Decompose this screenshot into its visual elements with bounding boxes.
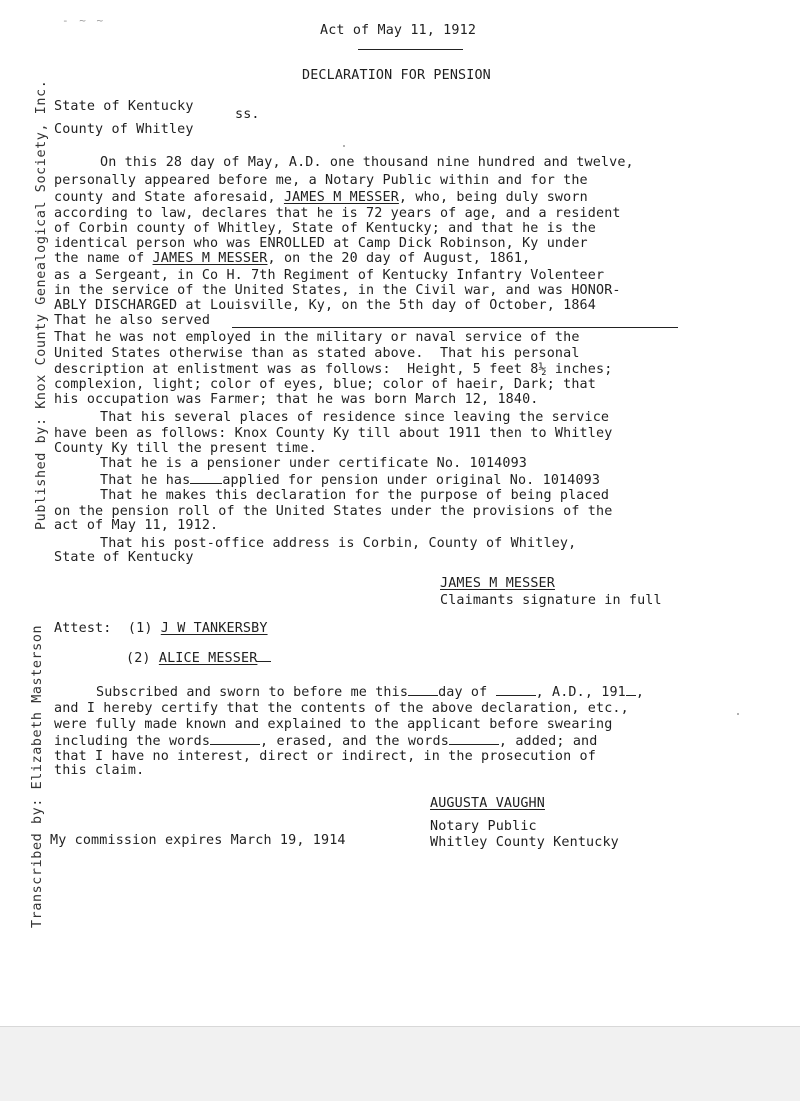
body-line: the name of JAMES M MESSER, on the 20 day of August, 1861, — [54, 251, 531, 266]
enrolled-name: JAMES M MESSER — [152, 251, 268, 266]
jurat-line: that I have no interest, direct or indirect, in the prosecution of — [54, 749, 596, 764]
notary-county: Whitley County Kentucky — [430, 835, 619, 850]
jurat-line: this claim. — [54, 763, 145, 778]
body-line: act of May 11, 1912. — [54, 518, 219, 533]
signature-caption: Claimants signature in full — [440, 593, 662, 608]
body-line: County Ky till the present time. — [54, 441, 317, 456]
claimant-name: JAMES M MESSER — [283, 190, 399, 205]
heading-rule — [358, 49, 463, 50]
also-served-blank — [232, 327, 678, 328]
scan-speck — [343, 145, 345, 147]
body-line: as a Sergeant, in Co H. 7th Regiment of Kentucky Infantry Volenteer — [54, 268, 605, 283]
attest-witness-2: ALICE MESSER — [158, 651, 258, 666]
venue-ss: ss. — [235, 107, 260, 122]
jurat-line: and I hereby certify that the contents of the above declaration, etc., — [54, 701, 629, 716]
body-line: description at enlistment was as follows: Height, 5 feet 8½ inches; — [54, 362, 613, 377]
body-line: identical person who was ENROLLED at Camp Dick Robinson, Ky under — [54, 236, 588, 251]
applied-line: That he has applied for pension under original No. 1014093 — [100, 473, 601, 488]
notary-title: Notary Public — [430, 819, 537, 834]
jurat-line: were fully made known and explained to the applicant before swearing — [54, 717, 613, 732]
body-line: personally appeared before me, a Notary Public within and for the — [54, 173, 588, 188]
body-line: On this 28 day of May, A.D. one thousand nine hundred and twelve, — [100, 155, 634, 170]
body-line: That he also served — [54, 313, 211, 328]
document-title: DECLARATION FOR PENSION — [302, 68, 491, 83]
body-line: State of Kentucky — [54, 550, 194, 565]
body-line: ABLY DISCHARGED at Louisville, Ky, on the 5th day of October, 1864 — [54, 298, 596, 313]
body-line: have been as follows: Knox County Ky till about 1911 then to Whitley — [54, 426, 613, 441]
attest-witness-1: J W TANKERSBY — [160, 621, 268, 636]
body-line: That he makes this declaration for the purpose of being placed — [100, 488, 610, 503]
jurat-line: including the words , erased, and the words , added; and — [54, 734, 598, 749]
scan-mark: - ~ ~ — [62, 14, 106, 27]
attest-line-1: Attest: (1) J W TANKERSBY — [54, 621, 268, 636]
body-line: That he was not employed in the military or naval service of the — [54, 330, 580, 345]
body-line: according to law, declares that he is 72 years of age, and a resident — [54, 206, 621, 221]
body-line: That his post-office address is Corbin, County of Whitley, — [100, 536, 577, 551]
body-line: in the service of the United States, in the Civil war, and was HONOR- — [54, 283, 621, 298]
jurat-line: Subscribed and sworn to before me this day of , A.D., 191 , — [96, 685, 645, 700]
transcriber-credit: Transcribed by: Elizabeth Masterson — [30, 624, 45, 928]
attest-line-2: (2) ALICE MESSER — [126, 650, 271, 666]
body-line: complexion, light; color of eyes, blue; color of haeir, Dark; that — [54, 377, 596, 392]
publisher-credit: Published by: Knox County Genealogical Society, Inc. — [34, 79, 49, 530]
pensioner-line: That he is a pensioner under certificate No. 1014093 — [100, 456, 528, 471]
body-line: county and State aforesaid, JAMES M MESSER, who, being duly sworn — [54, 190, 588, 205]
body-line: That his several places of residence since leaving the service — [100, 410, 610, 425]
notary-name: AUGUSTA VAUGHN — [430, 796, 545, 811]
venue-state: State of Kentucky — [54, 99, 194, 114]
scan-speck — [737, 713, 739, 715]
body-line: of Corbin county of Whitley, State of Kentucky; and that he is the — [54, 221, 596, 236]
body-line: United States otherwise than as stated above. That his personal — [54, 346, 580, 361]
body-line: his occupation was Farmer; that he was born March 12, 1840. — [54, 392, 539, 407]
notary-commission: My commission expires March 19, 1914 — [50, 833, 346, 848]
act-heading: Act of May 11, 1912 — [320, 23, 477, 38]
claimant-signature: JAMES M MESSER — [440, 576, 555, 591]
applied-blank — [190, 472, 222, 484]
body-line: on the pension roll of the United States under the provisions of the — [54, 504, 613, 519]
venue-county: County of Whitley — [54, 122, 194, 137]
